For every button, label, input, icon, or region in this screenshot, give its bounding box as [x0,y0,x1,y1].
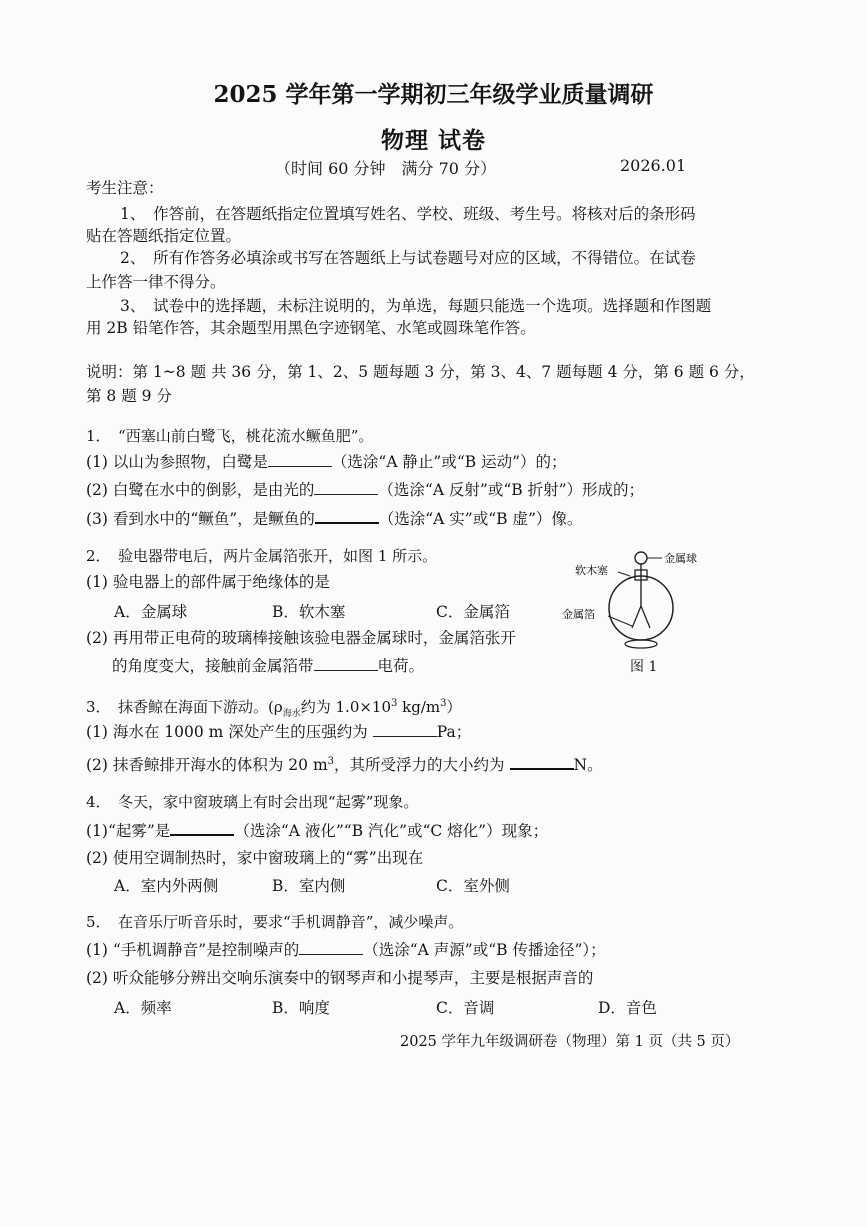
q1-stem: 1． “西塞山前白鹭飞，桃花流水鳜鱼肥”。 [86,427,374,445]
q2-part-2-text: 的角度变大，接触前金属箔带 [112,657,314,675]
answer-blank [315,508,379,524]
q5-option-b: B．响度 [272,999,330,1017]
q3-part-1-unit: Pa； [436,723,472,741]
exam-meta: （时间 60 分钟 满分 70 分） [275,159,497,178]
q4-part-1-text: (1)“起雾”是 [86,822,171,840]
q5-part-2: (2) 听众能够分辨出交响乐演奏中的钢琴声和小提琴声，主要是根据声音的 [86,969,594,987]
q5-option-d: D．音色 [598,999,657,1017]
notice-item-2-line1: 2、 所有作答务必填涂或书写在答题纸上与试卷题号对应的区域，不得错位。在试卷 [120,249,696,267]
q4-part-1 [86,820,548,841]
q2-option-c: C．金属箔 [436,603,510,621]
q5-part-1-choice: （选涂“A 声源”或“B 传播途径”）； [363,941,606,959]
answer-blank [510,754,574,770]
q4-part-2: (2) 使用空调制热时，家中窗玻璃上的“雾”出现在 [86,849,424,867]
notice-item-2-line2: 上作答一律不得分。 [86,273,226,291]
q3-stem-b: 约为 1.0×10 [300,698,392,716]
q4-option-b: B．室内侧 [272,877,346,895]
q1-part-1-text: (1) 以山为参照物，白鹭是 [86,453,268,471]
q5-option-c: C．音调 [436,999,495,1017]
q3-stem [86,694,462,724]
notice-heading: 考生注意： [86,179,164,197]
q3-stem-sup2: 3 [440,698,447,709]
q1-part-3-text: (3) 看到水中的“鳜鱼”，是鳜鱼的 [86,510,315,528]
q4-option-c: C．室外侧 [436,877,510,895]
scoring-line-1: 说明：第 1~8 题 共 36 分，第 1、2、5 题每题 3 分，第 3、4、7 题每题 4 分，第 6 题 6 分， [86,363,755,381]
notice-item-3-line2: 用 2B 铅笔作答，其余题型用黑色字迹钢笔、水笔或圆珠笔作答。 [86,319,536,337]
answer-blank [268,452,332,467]
q3-part-2-unit: N。 [573,756,603,775]
q3-stem-d: ） [446,698,462,716]
answer-blank [373,722,437,737]
q2-part-2-line1: (2) 再用带正电荷的玻璃棒接触该验电器金属球时，金属箔张开 [86,629,516,647]
q3-part-2-text: (2) 抹香鲸排开海水的体积为 20 m [86,756,328,775]
answer-blank [299,940,363,955]
answer-blank [170,820,234,836]
q3-part-2-sup: 3 [327,756,335,767]
notice-item-1-line1: 1、 作答前，在答题纸指定位置填写姓名、学校、班级、考生号。将核对后的条形码 [120,205,696,223]
label-metal-ball: 金属球 [664,552,697,565]
q5-option-a: A．频率 [114,999,172,1017]
q2-stem: 2． 验电器带电后，两片金属箔张开，如图 1 所示。 [86,547,438,565]
q1-part-1 [86,452,567,472]
q4-option-a: A．室内外两侧 [114,877,219,895]
q3-part-1 [86,722,471,742]
q5-stem: 5． 在音乐厅听音乐时，要求“手机调静音”，减少噪声。 [86,913,464,931]
q1-part-3-choice: （选涂“A 实”或“B 虚”）像。 [378,510,583,528]
q4-part-1-choice: （选涂“A 液化”“B 汽化”或“C 熔化”）现象； [234,822,549,840]
q3-stem-a: 3． 抹香鲸在海面下游动。(ρ [86,698,283,716]
answer-blank [314,656,378,671]
q3-part-2-mid: ，其所受浮力的大小约为 [334,756,505,775]
label-cork: 软木塞 [575,564,608,577]
q2-option-a: A．金属球 [114,603,188,621]
q1-part-3 [86,508,582,529]
exam-date: 2026.01 [620,156,687,175]
q2-part-1: (1) 验电器上的部件属于绝缘体的是 [86,573,330,591]
q3-part-1-text: (1) 海水在 1000 m 深处产生的压强约为 [86,723,368,741]
q2-part-2-line2 [112,656,424,676]
answer-blank [314,480,378,495]
q5-part-1 [86,940,606,960]
q1-part-2 [86,480,644,500]
q1-part-1-choice: （选涂“A 静止”或“B 运动”）的； [331,453,567,471]
q4-stem: 4． 冬天，家中窗玻璃上有时会出现“起雾”现象。 [86,793,419,811]
q1-part-2-choice: （选涂“A 反射”或“B 折射”）形成的； [378,481,645,499]
scoring-line-2: 第 8 题 9 分 [86,387,172,405]
q1-part-2-text: (2) 白鹭在水中的倒影，是由光的 [86,481,315,499]
notice-item-3-line1: 3、 试卷中的选择题，未标注说明的，为单选，每题只能选一个选项。选择题和作图题 [120,297,712,315]
figure-caption: 图 1 [630,659,658,675]
notice-item-1-line2: 贴在答题纸指定位置。 [86,227,242,245]
q2-option-b: B．软木塞 [272,603,346,621]
q5-part-1-text: (1) “手机调静音”是控制噪声的 [86,941,300,959]
exam-subject: 物理 试卷 [380,127,486,154]
q3-stem-sub: 海水 [282,709,301,719]
q3-part-2 [86,752,603,775]
label-metal-foil: 金属箔 [562,608,595,621]
page-footer: 2025 学年九年级调研卷（物理）第 1 页（共 5 页） [400,1034,740,1050]
exam-title: 2025 学年第一学期初三年级学业质量调研 [213,81,654,108]
q2-part-2-end: 电荷。 [377,657,425,675]
q3-stem-sup: 3 [391,698,398,709]
q3-stem-c: kg/m [397,698,441,716]
